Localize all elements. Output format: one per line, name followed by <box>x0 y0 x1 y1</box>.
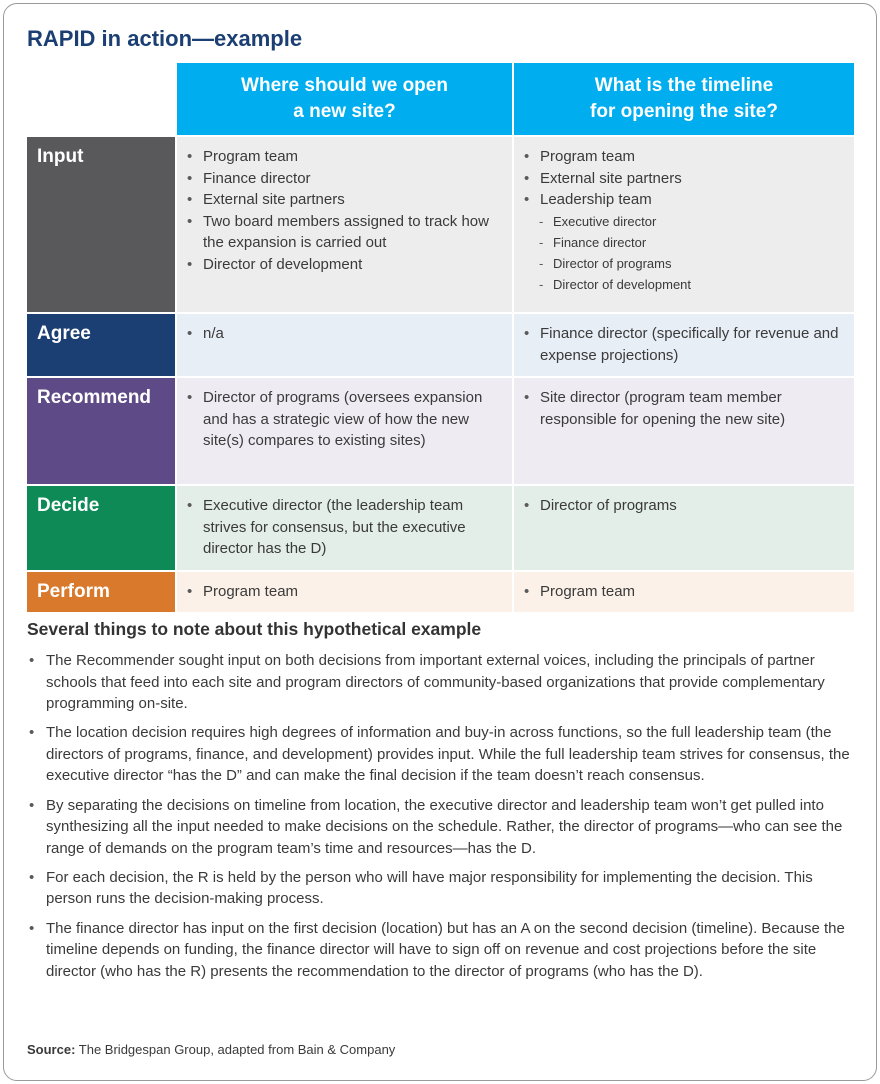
perform-location-list <box>187 581 502 603</box>
agree-location-cell <box>177 314 512 376</box>
decide-location-list <box>187 495 502 560</box>
list-item: • External site partners <box>524 168 844 190</box>
list-item: • Program team <box>187 146 502 168</box>
list-item: • Executive director (the leadership team strives for consensus, but the executive director has the D) <box>187 495 502 560</box>
list-item: • Program team <box>524 146 844 168</box>
input-location-list <box>187 146 502 275</box>
agree-location-list <box>187 323 502 345</box>
recommend-location-list <box>187 387 502 452</box>
table-corner <box>27 63 175 135</box>
decide-timeline-list <box>524 495 844 517</box>
notes-list <box>27 650 857 990</box>
recommend-timeline-list <box>524 387 844 430</box>
list-item: • Program team <box>187 581 502 603</box>
note-item: • For each decision, the R is held by the person who will have major responsibility for implementing the decision. This person runs the decision-making process. <box>27 867 857 910</box>
list-item: • Director of programs (oversees expansion and has a strategic view of how the new site(s) compares to existing sites) <box>187 387 502 452</box>
role-agree: Agree <box>27 314 175 376</box>
role-input: Input <box>27 137 175 312</box>
list-item: • Program team <box>524 581 844 603</box>
notes-title: Several things to note about this hypothetical example <box>27 619 482 639</box>
note-item: • The finance director has input on the first decision (location) but has an A on the second decision (timeline). Because the timeline depends on funding, the finance director will have to sign off on revenue and cost projections before the site director (who has the R) presents the recommendation to the director of programs (who has the D). <box>27 918 857 983</box>
list-item: • Leadership team <box>524 189 844 211</box>
agree-timeline-cell <box>514 314 854 376</box>
role-decide: Decide <box>27 486 175 570</box>
perform-location-cell <box>177 572 512 612</box>
recommend-location-cell <box>177 378 512 484</box>
list-item: • Two board members assigned to track how the expansion is carried out <box>187 211 502 254</box>
page-title: RAPID in action—example <box>27 26 303 51</box>
note-item: • By separating the decisions on timeline from location, the executive director and leadership team won’t get pulled into synthesizing all the input needed to make decisions on the schedule. Rather, the director of programs—who can see the range of demands on the program team’s time and resources—has the D. <box>27 795 857 860</box>
list-item: • Director of programs <box>524 495 844 517</box>
decide-location-cell <box>177 486 512 570</box>
list-item: • Finance director (specifically for revenue and expense projections) <box>524 323 844 366</box>
input-location-cell <box>177 137 512 312</box>
note-item: • The location decision requires high degrees of information and buy-in across functions, so the full leadership team (the directors of programs, finance, and development) provides input. While the full leadership team strives for consensus, the executive director “has the D” and can make the final decision if the team doesn’t reach consensus. <box>27 722 857 787</box>
input-timeline-cell <box>514 137 854 312</box>
recommend-timeline-cell <box>514 378 854 484</box>
role-perform: Perform <box>27 572 175 612</box>
perform-timeline-cell <box>514 572 854 612</box>
decide-timeline-cell <box>514 486 854 570</box>
input-timeline-list <box>524 146 844 295</box>
source-text: The Bridgespan Group, adapted from Bain & Company <box>78 1042 396 1057</box>
list-item: • n/a <box>187 323 502 345</box>
sub-list-item: - Director of development <box>524 274 844 295</box>
list-item: • Director of development <box>187 254 502 276</box>
column-header-timeline: What is the timeline for opening the site? <box>514 63 854 135</box>
list-item: • Site director (program team member responsible for opening the new site) <box>524 387 844 430</box>
sub-list-item: - Director of programs <box>524 253 844 274</box>
note-item: • The Recommender sought input on both decisions from important external voices, including the principals of partner schools that feed into each site and program directors of community-based organizations that provide complementary programming on-site. <box>27 650 857 715</box>
role-recommend: Recommend <box>27 378 175 484</box>
sub-list-item: - Executive director <box>524 211 844 232</box>
list-item: • External site partners <box>187 189 502 211</box>
source-line <box>27 1042 395 1057</box>
source-label: Source: <box>27 1042 76 1057</box>
column-header-location: Where should we open a new site? <box>177 63 512 135</box>
list-item: • Finance director <box>187 168 502 190</box>
perform-timeline-list <box>524 581 844 603</box>
rapid-table <box>27 63 850 612</box>
sub-list-item: - Finance director <box>524 232 844 253</box>
agree-timeline-list <box>524 323 844 366</box>
